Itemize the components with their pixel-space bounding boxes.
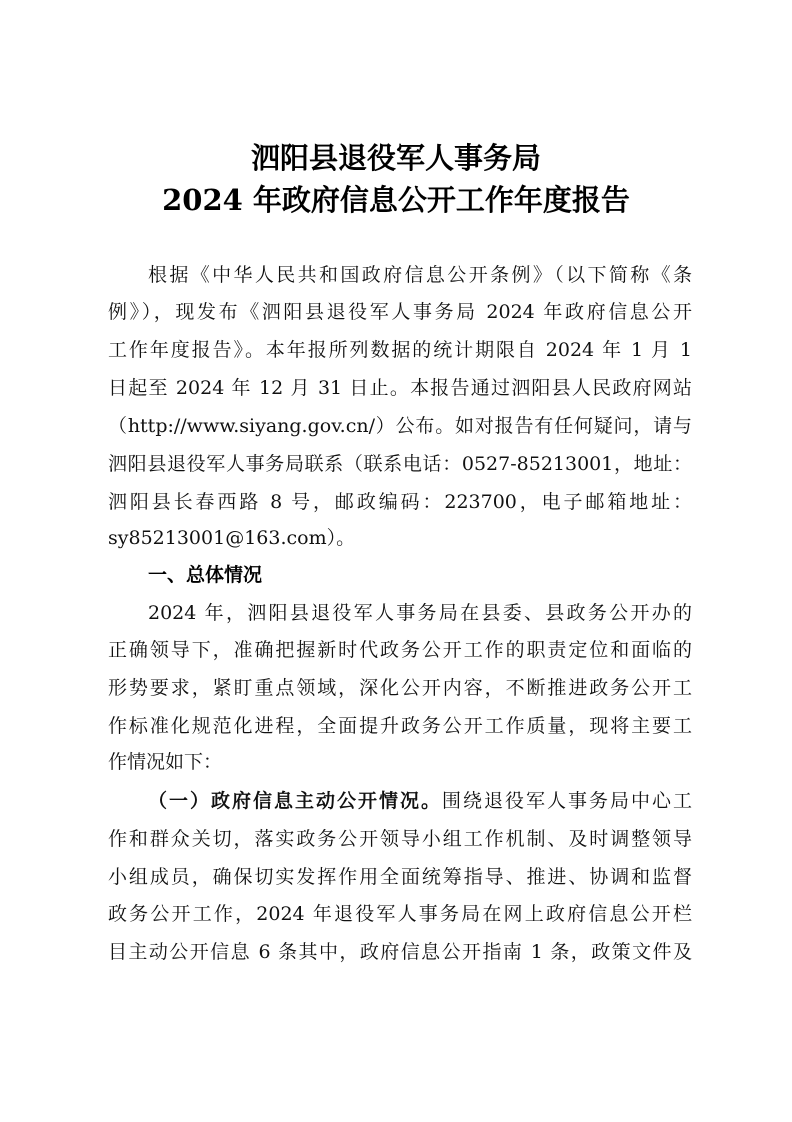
- intro-line: 泗阳县长春西路 8 号，邮政编码：223700，电子邮箱地址：: [108, 491, 692, 513]
- document-title-line-2: 2024 年政府信息公开工作年度报告: [162, 183, 630, 217]
- section-heading: 一、总体情况: [148, 564, 263, 586]
- section1-line: 正确领导下，准确把握新时代政务公开工作的职责定位和面临的: [108, 639, 692, 661]
- intro-line: 根据《中华人民共和国政府信息公开条例》（以下简称《条: [148, 264, 692, 286]
- intro-line: sy85213001@163.com）。: [108, 527, 356, 549]
- intro-line: 日起至 2024 年 12 月 31 日止。本报告通过泗阳县人民政府网站: [108, 377, 692, 399]
- intro-line: （http://www.siyang.gov.cn/）公布。如对报告有任何疑问，请与: [108, 415, 692, 437]
- section1-line: 作标准化规范化进程，全面提升政务公开工作质量，现将主要工: [108, 715, 692, 737]
- section1-line: 作情况如下：: [108, 751, 223, 773]
- intro-line: 例》），现发布《泗阳县退役军人事务局 2024 年政府信息公开: [108, 301, 692, 323]
- document-title-line-1: 泗阳县退役军人事务局: [250, 141, 541, 175]
- subsection1-line: 作和群众关切，落实政务公开领导小组工作机制、及时调整领导: [108, 828, 692, 850]
- section1-line: 2024 年，泗阳县退役军人事务局在县委、县政务公开办的: [148, 602, 692, 624]
- subsection1-first-line: [148, 789, 692, 813]
- subsection1-line: 政务公开工作，2024 年退役军人事务局在网上政府信息公开栏: [108, 903, 692, 925]
- section1-line: 形势要求，紧盯重点领域，深化公开内容，不断推进政务公开工: [108, 677, 692, 699]
- intro-line: 泗阳县退役军人事务局联系（联系电话：0527-85213001，地址：: [108, 453, 692, 475]
- subsection1-line: 目主动公开信息 6 条其中，政府信息公开指南 1 条，政策文件及: [108, 941, 692, 963]
- subsection-heading: （一）政府信息主动公开情况。: [148, 790, 442, 812]
- subsection1-first-line-rest: 围绕退役军人事务局中心工: [441, 790, 692, 812]
- subsection1-line: 小组成员，确保切实发挥作用全面统筹指导、推进、协调和监督: [108, 866, 692, 888]
- intro-line: 工作年度报告》。本年报所列数据的统计期限自 2024 年 1 月 1: [108, 339, 692, 361]
